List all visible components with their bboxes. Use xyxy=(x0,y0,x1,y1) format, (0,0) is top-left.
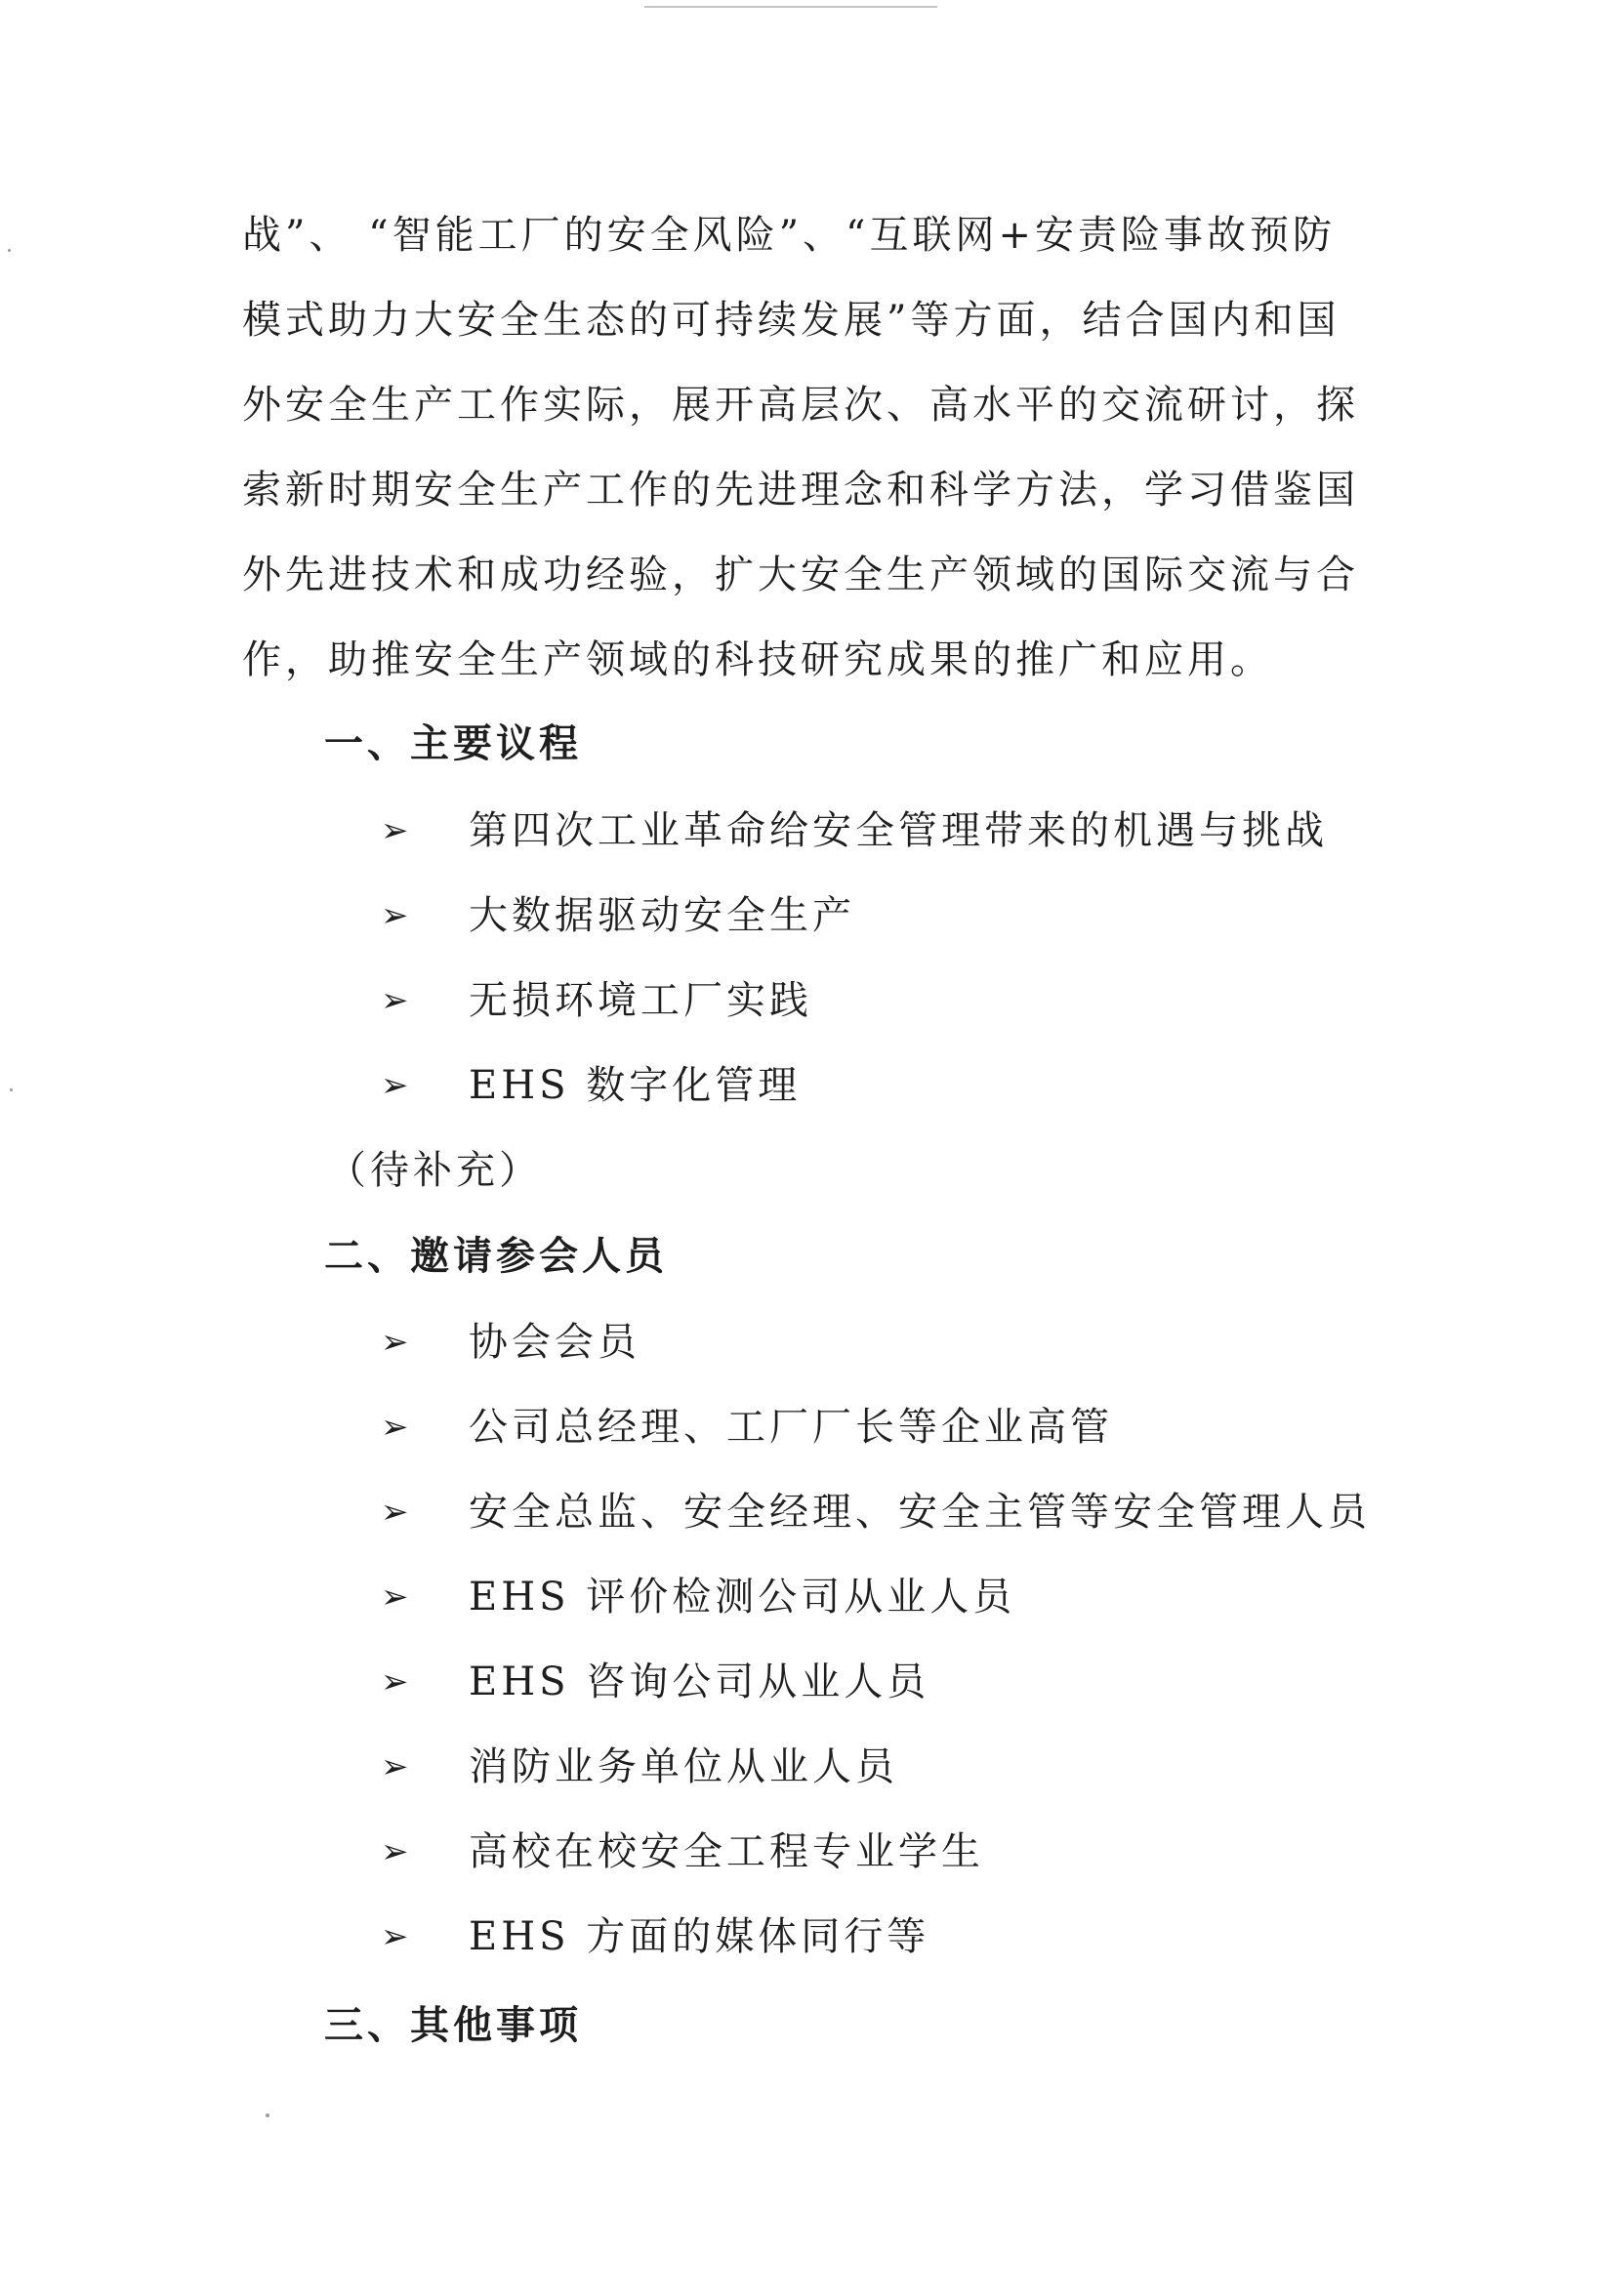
attendee-item: 高校在校安全工程专业学生 xyxy=(469,1829,984,1874)
agenda-item: EHS 数字化管理 xyxy=(469,1063,802,1108)
section-2-heading: 二、邀请参会人员 xyxy=(324,1233,668,1279)
bullet-arrow-icon: ➢ xyxy=(381,811,409,850)
bullet-arrow-icon: ➢ xyxy=(381,981,409,1020)
bullet-arrow-icon: ➢ xyxy=(381,1832,409,1871)
intro-line: 战”、 “智能工厂的安全风险”、“互联网+安责险事故预防 xyxy=(242,213,1337,258)
scan-speck xyxy=(8,249,11,252)
section-3-heading: 三、其他事项 xyxy=(324,2002,582,2048)
pending-note: （待补充） xyxy=(327,1148,542,1193)
intro-line: 外先进技术和成功经验，扩大安全生产领域的国际交流与合 xyxy=(242,553,1359,597)
bullet-arrow-icon: ➢ xyxy=(381,1747,409,1786)
attendee-item: 公司总经理、工厂厂长等企业高管 xyxy=(469,1405,1113,1450)
section-1-heading: 一、主要议程 xyxy=(324,720,582,766)
intro-paragraph xyxy=(242,193,1375,703)
attendee-item: 消防业务单位从业人员 xyxy=(469,1744,898,1789)
attendee-item: EHS 咨询公司从业人员 xyxy=(469,1660,930,1704)
bullet-arrow-icon: ➢ xyxy=(381,1408,409,1447)
intro-line: 作，助推安全生产领域的科技研究成果的推广和应用。 xyxy=(242,637,1273,682)
scan-speck xyxy=(10,1088,13,1091)
intro-line: 外安全生产工作实际，展开高层次、高水平的交流研讨，探 xyxy=(242,383,1359,428)
attendee-item: 协会会员 xyxy=(469,1320,640,1365)
attendee-item: EHS 评价检测公司从业人员 xyxy=(469,1575,1016,1620)
agenda-item: 第四次工业革命给安全管理带来的机遇与挑战 xyxy=(469,808,1328,853)
agenda-item: 无损环境工厂实践 xyxy=(469,978,812,1023)
bullet-arrow-icon: ➢ xyxy=(381,1493,409,1532)
intro-line: 索新时期安全生产工作的先进理念和科学方法，学习借鉴国 xyxy=(242,468,1359,512)
attendee-item: EHS 方面的媒体同行等 xyxy=(469,1914,930,1959)
bullet-arrow-icon: ➢ xyxy=(381,1323,409,1362)
agenda-item: 大数据驱动安全生产 xyxy=(469,893,855,938)
bullet-arrow-icon: ➢ xyxy=(381,1662,409,1702)
bullet-arrow-icon: ➢ xyxy=(381,1917,409,1956)
scan-speck xyxy=(266,2113,269,2117)
scan-edge-mark xyxy=(644,6,937,8)
intro-line: 模式助力大安全生态的可持续发展”等方面，结合国内和国 xyxy=(242,298,1341,343)
bullet-arrow-icon: ➢ xyxy=(381,1578,409,1617)
attendee-item: 安全总监、安全经理、安全主管等安全管理人员 xyxy=(469,1490,1371,1535)
bullet-arrow-icon: ➢ xyxy=(381,896,409,935)
bullet-arrow-icon: ➢ xyxy=(381,1066,409,1105)
